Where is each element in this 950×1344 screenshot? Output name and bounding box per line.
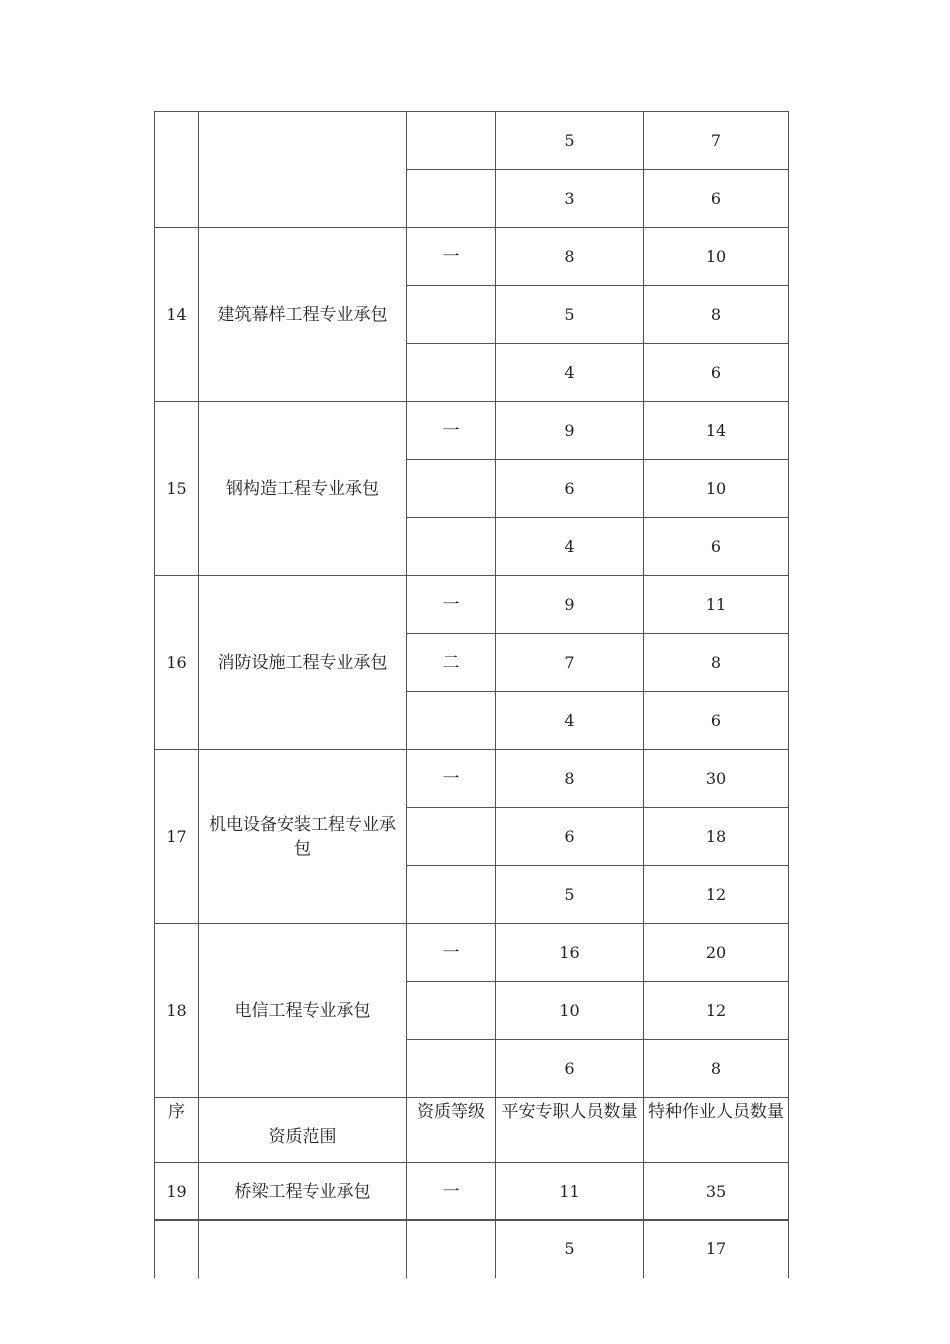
safety-count-cell: 6 — [496, 1040, 644, 1098]
grade-cell — [407, 112, 496, 170]
seq-cell — [155, 112, 199, 228]
scope-cell: 建筑幕样工程专业承包 — [199, 228, 407, 402]
special-count-cell: 18 — [644, 808, 789, 866]
grade-cell — [407, 170, 496, 228]
special-count-cell: 6 — [644, 344, 789, 402]
safety-count-cell: 6 — [496, 460, 644, 518]
grade-cell: 一 — [407, 750, 496, 808]
qualification-table-continued — [154, 1219, 789, 1278]
safety-count-cell: 3 — [496, 170, 644, 228]
special-count-cell: 11 — [644, 576, 789, 634]
safety-count-cell: 4 — [496, 692, 644, 750]
grade-cell — [407, 286, 496, 344]
safety-count-cell: 9 — [496, 576, 644, 634]
grade-cell — [407, 344, 496, 402]
seq-cell: 18 — [155, 924, 199, 1098]
grade-cell — [407, 1220, 496, 1279]
grade-cell: 一 — [407, 576, 496, 634]
safety-count-cell: 5 — [496, 286, 644, 344]
table-row — [155, 576, 789, 634]
special-count-cell: 12 — [644, 982, 789, 1040]
scope-cell — [199, 1220, 407, 1279]
safety-count-cell: 9 — [496, 402, 644, 460]
grade-cell — [407, 1040, 496, 1098]
special-count-cell: 8 — [644, 634, 789, 692]
grade-cell — [407, 982, 496, 1040]
seq-cell: 14 — [155, 228, 199, 402]
header-special-count: 特种作业人员数量 — [644, 1098, 789, 1163]
safety-count-cell: 5 — [496, 112, 644, 170]
safety-count-cell: 8 — [496, 228, 644, 286]
table-row — [155, 924, 789, 982]
special-count-cell: 30 — [644, 750, 789, 808]
special-count-cell: 35 — [644, 1163, 789, 1221]
grade-cell: 一 — [407, 402, 496, 460]
special-count-cell: 6 — [644, 692, 789, 750]
special-count-cell: 20 — [644, 924, 789, 982]
grade-cell: 一 — [407, 1163, 496, 1221]
safety-count-cell: 10 — [496, 982, 644, 1040]
grade-cell: 一 — [407, 228, 496, 286]
qualification-table — [154, 111, 789, 1221]
special-count-cell: 10 — [644, 460, 789, 518]
seq-cell: 15 — [155, 402, 199, 576]
safety-count-cell: 5 — [496, 1220, 644, 1279]
safety-count-cell: 16 — [496, 924, 644, 982]
scope-cell: 机电设备安装工程专业承包 — [199, 750, 407, 924]
scope-cell: 电信工程专业承包 — [199, 924, 407, 1098]
header-seq: 序 — [155, 1098, 199, 1163]
special-count-cell: 6 — [644, 518, 789, 576]
grade-cell — [407, 692, 496, 750]
special-count-cell: 12 — [644, 866, 789, 924]
table-row — [155, 402, 789, 460]
scope-cell: 桥梁工程专业承包 — [199, 1163, 407, 1221]
grade-cell — [407, 808, 496, 866]
scope-cell: 钢构造工程专业承包 — [199, 402, 407, 576]
special-count-cell: 6 — [644, 170, 789, 228]
scope-cell: 消防设施工程专业承包 — [199, 576, 407, 750]
table-row — [155, 228, 789, 286]
special-count-cell: 14 — [644, 402, 789, 460]
grade-cell — [407, 518, 496, 576]
seq-cell: 19 — [155, 1163, 199, 1221]
scope-cell — [199, 112, 407, 228]
safety-count-cell: 4 — [496, 518, 644, 576]
grade-cell: 一 — [407, 924, 496, 982]
seq-cell: 17 — [155, 750, 199, 924]
table-row — [155, 112, 789, 170]
grade-cell — [407, 460, 496, 518]
safety-count-cell: 7 — [496, 634, 644, 692]
table-row — [155, 1220, 789, 1279]
table-row — [155, 750, 789, 808]
safety-count-cell: 11 — [496, 1163, 644, 1221]
special-count-cell: 8 — [644, 286, 789, 344]
special-count-cell: 8 — [644, 1040, 789, 1098]
special-count-cell: 10 — [644, 228, 789, 286]
safety-count-cell: 5 — [496, 866, 644, 924]
header-safety-count: 平安专职人员数量 — [496, 1098, 644, 1163]
safety-count-cell: 6 — [496, 808, 644, 866]
safety-count-cell: 8 — [496, 750, 644, 808]
special-count-cell: 7 — [644, 112, 789, 170]
seq-cell: 16 — [155, 576, 199, 750]
special-count-cell: 17 — [644, 1220, 789, 1279]
seq-cell — [155, 1220, 199, 1279]
grade-cell — [407, 866, 496, 924]
grade-cell: 二 — [407, 634, 496, 692]
table-row — [155, 1163, 789, 1221]
table-header-row — [155, 1098, 789, 1163]
header-grade: 资质等级 — [407, 1098, 496, 1163]
safety-count-cell: 4 — [496, 344, 644, 402]
header-scope: 资质范围 — [199, 1098, 407, 1163]
